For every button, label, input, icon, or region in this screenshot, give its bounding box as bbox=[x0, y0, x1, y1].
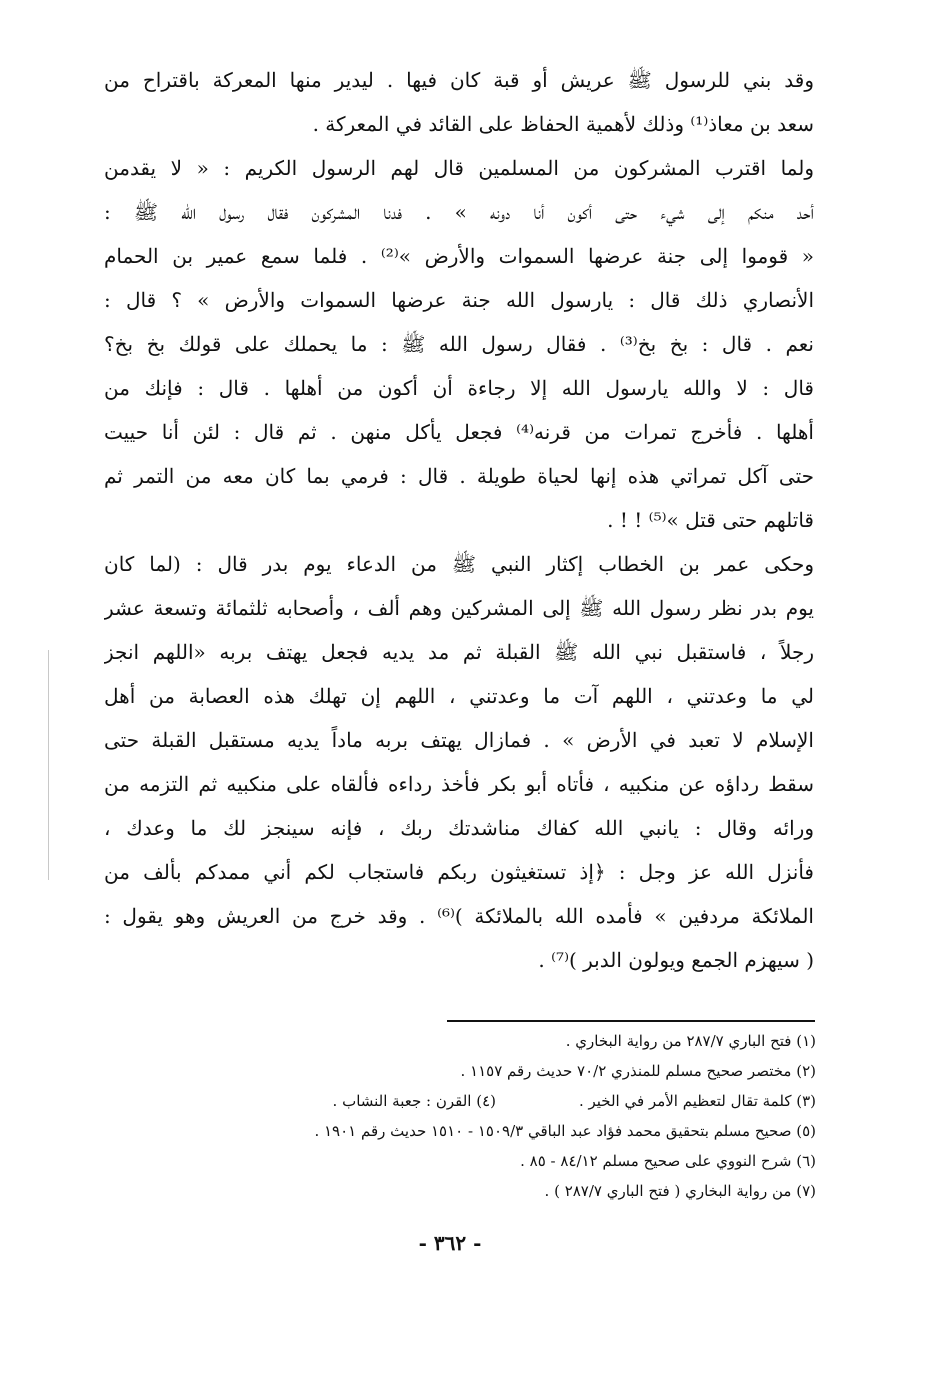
text-line: سقط رداؤه عن منكبيه ، فأتاه أبو بكر فأخذ رداءه فألقاه على منكبيه ثم التزمه من bbox=[104, 772, 814, 796]
footnote-divider bbox=[447, 1020, 815, 1022]
text-line: أحد منكم إلى شيء حتى أكون أنا دونه » . فدنا المشركون فقال رسول الله ﷺ : bbox=[104, 200, 814, 224]
footnote-1: (١) فتح الباري ٢٨٧/٧ من رواية البخاري . bbox=[565, 1032, 816, 1050]
footnote-5: (٥) صحيح مسلم بتحقيق محمد فؤاد عبد الباقي ١٥٠٩/٣ - ١٥١٠ حديث رقم ١٩٠١ . bbox=[314, 1122, 816, 1140]
text-line: نعم . قال : بخ بخ⁽³⁾ . فقال رسول الله ﷺ : ما يحملك على قولك بخ بخ؟ bbox=[104, 332, 814, 356]
page-number: - ٣٦٢ - bbox=[418, 1231, 482, 1255]
page-edge-shadow bbox=[48, 650, 49, 880]
text-line: أهلها . فأخرج تمرات من قرنه⁽⁴⁾ فجعل يأكل منهن . ثم قال : لئن أنا حييت bbox=[104, 420, 814, 444]
text-line: قال : لا والله يارسول الله إلا رجاءة أن أكون من أهلها . قال : فإنك من bbox=[104, 376, 814, 400]
text-line: وقد بني للرسول ﷺ عريش أو قبة كان فيها . ليدير منها المعركة باقتراح من bbox=[104, 68, 814, 92]
text-line: الأنصاري ذلك قال : يارسول الله جنة عرضها السموات والأرض » ؟ قال : bbox=[104, 288, 814, 312]
text-line: « قوموا إلى جنة عرضها السموات والأرض »⁽²⁾ . فلما سمع عمير بن الحمام bbox=[104, 244, 814, 268]
main-text bbox=[104, 58, 814, 982]
text-line: ورائه وقال : يانبي الله كفاك مناشدتك ربك ، فإنه سينجز لك ما وعدك ، bbox=[104, 816, 814, 840]
text-line: يوم بدر نظر رسول الله ﷺ إلى المشركين وهم ألف ، وأصحابه ثلثمائة وتسعة عشر bbox=[104, 596, 814, 620]
footnote-7: (٧) من رواية البخاري ( فتح الباري ٢٨٧/٧ ) . bbox=[544, 1182, 816, 1200]
text-line: قاتلهم حتى قتل »⁽⁵⁾ ! ! . bbox=[607, 508, 814, 532]
footnote-3: (٣) كلمة تقال لتعظيم الأمر في الخير . bbox=[578, 1092, 816, 1110]
footnote-2: (٢) مختصر صحيح مسلم للمنذري ٧٠/٢ حديث رقم ١١٥٧ . bbox=[460, 1062, 816, 1080]
text-line: ( سيهزم الجمع ويولون الدبر )⁽⁷⁾ . bbox=[538, 948, 814, 972]
text-line: فأنزل الله عز وجل : ﴿إذ تستغيثون ربكم فاستجاب لكم أني ممدكم بألف من bbox=[104, 860, 814, 884]
text-line: ولما اقترب المشركون من المسلمين قال لهم الرسول الكريم : « لا يقدمن bbox=[104, 156, 814, 180]
text-line: لي ما وعدتني ، اللهم آت ما وعدتني ، اللهم إن تهلك هذه العصابة من أهل bbox=[104, 684, 814, 708]
footnote-row-3-4 bbox=[104, 1086, 816, 1116]
footnote-6: (٦) شرح النووي على صحيح مسلم ٨٤/١٢ - ٨٥ . bbox=[520, 1152, 816, 1170]
footnote-4: (٤) القرن : جعبة النشاب . bbox=[332, 1092, 496, 1110]
text-line: حتى آكل تمراتي هذه إنها لحياة طويلة . قال : فرمي بما كان معه من التمر ثم bbox=[104, 464, 814, 488]
text-line: رجلاً ، فاستقبل نبي الله ﷺ القبلة ثم مد يديه فجعل يهتف بربه «اللهم انجز bbox=[104, 640, 814, 664]
text-line: سعد بن معاذ⁽¹⁾ وذلك لأهمية الحفاظ على القائد في المعركة . bbox=[312, 112, 814, 136]
footnotes bbox=[104, 1026, 816, 1206]
text-line: وحكى عمر بن الخطاب إكثار النبي ﷺ من الدعاء يوم بدر قال : (لما كان bbox=[104, 552, 814, 576]
text-line: الملائكة مردفين » فأمده الله بالملائكة )⁽⁶⁾ . وقد خرج من العريش وهو يقول : bbox=[104, 904, 814, 928]
text-line: الإسلام لا تعبد في الأرض » . فمازال يهتف بربه ماداً يديه مستقبل القبلة حتى bbox=[104, 728, 814, 752]
